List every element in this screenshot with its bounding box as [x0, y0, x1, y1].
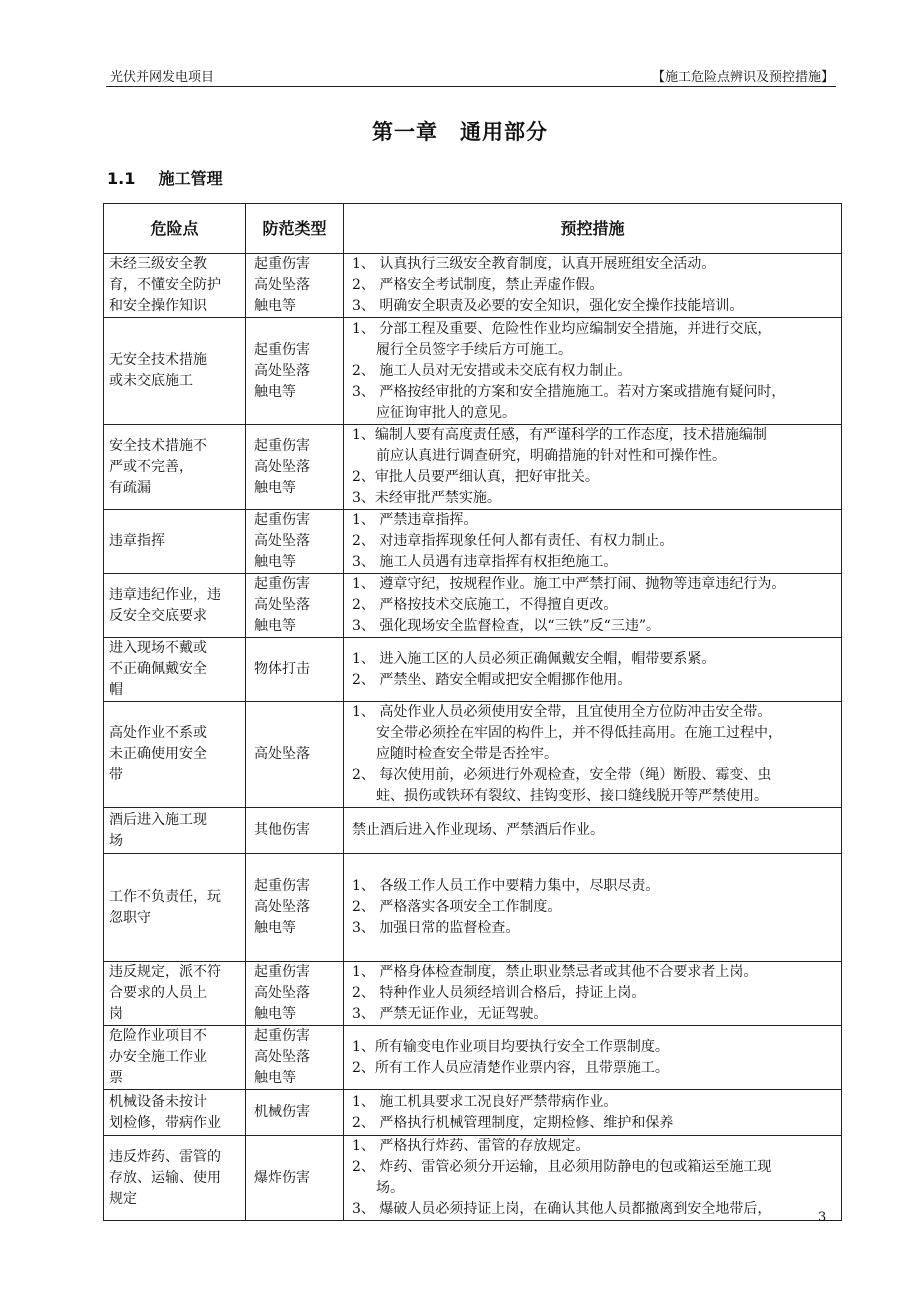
section-number: 1.1 — [107, 169, 136, 188]
hazard-line: 规定 — [109, 1190, 137, 1207]
measure-line: 安全带必须拴在牢固的构件上，并不得低挂高用。在施工过程中， — [376, 725, 782, 741]
type-line: 机械伤害 — [254, 1104, 310, 1120]
type-line: 起重伤害 — [254, 878, 310, 894]
measure-line: 1、 施工机具要求工况良好严禁带病作业。 — [352, 1093, 618, 1110]
measure-line: 3、 明确安全职责及必要的安全知识，强化安全操作技能培训。 — [352, 298, 744, 314]
hazard-line: 忽职守 — [109, 909, 151, 926]
type-line: 物体打击 — [254, 661, 310, 677]
table-row — [104, 962, 842, 1026]
measure-line: 2、 严格安全考试制度，禁止弄虚作假。 — [352, 277, 604, 293]
hazard-line: 工作不负责任，玩 — [109, 888, 221, 905]
measure-cell — [344, 1090, 842, 1136]
measure-line: 2、 严禁坐、踏安全帽或把安全帽挪作他用。 — [352, 671, 632, 688]
type-line: 触电等 — [254, 618, 296, 634]
type-cell — [246, 318, 344, 425]
type-line: 起重伤害 — [254, 341, 310, 358]
type-line: 触电等 — [254, 298, 296, 314]
type-line: 高处坠落 — [254, 1049, 310, 1065]
type-line: 高处坠落 — [254, 362, 310, 379]
hazard-cell — [104, 1090, 246, 1136]
hazard-cell — [104, 574, 246, 638]
measure-line: 场。 — [376, 1180, 404, 1196]
measure-cell — [344, 1026, 842, 1090]
hazard-cell — [104, 254, 246, 318]
table-row — [104, 854, 842, 962]
hazard-cell — [104, 962, 246, 1026]
hazard-line: 帽 — [109, 682, 123, 698]
measure-line: 1、 各级工作人员工作中要精力集中，尽职尽责。 — [352, 878, 660, 894]
type-cell — [246, 962, 344, 1026]
type-line: 起重伤害 — [254, 437, 310, 454]
type-cell — [246, 808, 344, 854]
hazard-line: 进入现场不戴或 — [109, 640, 207, 656]
hazard-line: 办安全施工作业 — [109, 1049, 207, 1065]
measure-line: 2、审批人员要严细认真，把好审批关。 — [352, 469, 599, 485]
measure-cell — [344, 854, 842, 962]
hazard-line: 有疏漏 — [109, 479, 151, 496]
type-line: 高处坠落 — [254, 533, 310, 549]
measure-line: 2、 每次使用前，必须进行外观检查，安全带（绳）断股、霉变、虫 — [352, 767, 772, 783]
measure-cell — [344, 510, 842, 574]
hazard-line: 存放、运输、使用 — [109, 1169, 221, 1186]
table-row — [104, 1026, 842, 1090]
page-header — [106, 64, 836, 87]
measure-line: 履行全员签字手续后方可施工。 — [376, 341, 572, 358]
hazard-line: 违章违纪作业，违 — [109, 586, 221, 603]
type-cell — [246, 1026, 344, 1090]
measure-line: 2、 对违章指挥现象任何人都有责任、有权力制止。 — [352, 533, 674, 549]
measure-line: 禁止酒后进入作业现场、严禁酒后作业。 — [352, 822, 604, 838]
type-cell — [246, 510, 344, 574]
measure-line: 3、 爆破人员必须持证上岗，在确认其他人员都撤离到安全地带后， — [352, 1201, 772, 1217]
type-cell — [246, 638, 344, 702]
hazard-line: 严或不完善， — [109, 458, 193, 475]
measure-line: 1、 分部工程及重要、危险性作业均应编制安全措施，并进行交底， — [352, 320, 772, 337]
type-line: 触电等 — [254, 554, 296, 570]
hazard-line: 划检修，带病作业 — [109, 1114, 221, 1131]
hazard-line: 违反规定，派不符 — [109, 964, 221, 980]
hazard-line: 岗 — [109, 1006, 123, 1022]
measure-line: 2、 严格落实各项安全工作制度。 — [352, 899, 562, 915]
table-row — [104, 425, 842, 510]
type-line: 高处坠落 — [254, 277, 310, 293]
measure-line: 2、 炸药、雷管必须分开运输，且必须用防静电的包或箱运至施工现 — [352, 1159, 772, 1175]
hazard-line: 票 — [109, 1070, 123, 1086]
measure-line: 1、编制人要有高度责任感，有严谨科学的工作态度，技术措施编制 — [352, 427, 767, 443]
measure-line: 1、所有输变电作业项目均要执行安全工作票制度。 — [352, 1038, 669, 1055]
measure-line: 3、 严格按经审批的方案和安全措施施工。若对方案或措施有疑问时， — [352, 383, 786, 400]
measure-line: 3、 严禁无证作业，无证驾驶。 — [352, 1006, 548, 1022]
hazard-line: 无安全技术措施 — [109, 352, 207, 368]
type-line: 高处坠落 — [254, 458, 310, 475]
hazard-line: 未经三级安全教 — [109, 256, 207, 272]
measure-line: 应征询审批人的意见。 — [376, 404, 516, 421]
measure-line: 1、 认真执行三级安全教育制度，认真开展班组安全活动。 — [352, 256, 716, 272]
measure-cell — [344, 702, 842, 808]
measure-cell — [344, 318, 842, 425]
hazard-cell — [104, 510, 246, 574]
type-cell — [246, 425, 344, 510]
table-row — [104, 574, 842, 638]
header-document-title: 【施工危险点辨识及预控措施】 — [651, 70, 834, 85]
hazard-line: 违反炸药、雷管的 — [109, 1148, 221, 1165]
page-number: 3 — [818, 1210, 827, 1225]
hazard-cell — [104, 854, 246, 962]
chapter-title: 第一章 通用部分 — [372, 120, 548, 144]
measure-line: 应随时检查安全带是否拴牢。 — [376, 746, 558, 762]
hazard-table — [103, 203, 842, 1221]
measure-cell — [344, 638, 842, 702]
measure-line: 前应认真进行调查研究，明确措施的针对性和可操作性。 — [376, 448, 726, 464]
type-line: 起重伤害 — [254, 964, 310, 980]
table-row — [104, 702, 842, 808]
type-line: 高处坠落 — [254, 985, 310, 1001]
measure-cell — [344, 425, 842, 510]
hazard-line: 和安全操作知识 — [109, 298, 207, 314]
type-line: 高处坠落 — [254, 597, 310, 613]
hazard-cell — [104, 1026, 246, 1090]
type-cell — [246, 254, 344, 318]
type-line: 触电等 — [254, 479, 296, 496]
measure-line: 蛀、损伤或铁环有裂纹、挂钩变形、接口缝线脱开等严禁使用。 — [376, 788, 768, 804]
table-row — [104, 808, 842, 854]
measure-line: 1、 进入施工区的人员必须正确佩戴安全帽，帽带要系紧。 — [352, 650, 716, 667]
table-row — [104, 254, 842, 318]
hazard-line: 高处作业不系或 — [109, 725, 207, 741]
measure-line: 2、 严格按技术交底施工，不得擅自更改。 — [352, 597, 618, 613]
hazard-cell — [104, 702, 246, 808]
measure-line: 3、 加强日常的监督检查。 — [352, 920, 520, 936]
section-title: 施工管理 — [158, 169, 223, 188]
measure-cell — [344, 1136, 842, 1221]
hazard-line: 安全技术措施不 — [109, 437, 207, 454]
measure-line: 2、 特种作业人员须经培训合格后，持证上岗。 — [352, 985, 646, 1001]
measure-cell — [344, 254, 842, 318]
table-row — [104, 638, 842, 702]
hazard-line: 酒后进入施工现 — [109, 811, 207, 828]
measure-line: 3、未经审批严禁实施。 — [352, 490, 501, 506]
measure-cell — [344, 574, 842, 638]
hazard-line: 反安全交底要求 — [109, 607, 207, 624]
measure-line: 1、 严禁违章指挥。 — [352, 512, 478, 528]
type-line: 起重伤害 — [254, 256, 310, 272]
type-line: 高处坠落 — [254, 746, 310, 762]
hazard-line: 场 — [109, 832, 123, 849]
table-row — [104, 1136, 842, 1221]
table-row — [104, 510, 842, 574]
type-line: 起重伤害 — [254, 1028, 310, 1044]
measure-line: 1、 高处作业人员必须使用安全带，且宜使用全方位防冲击安全带。 — [352, 704, 772, 720]
header-measures: 预控措施 — [344, 204, 842, 254]
table-header-row — [104, 204, 842, 254]
hazard-line: 育，不懂安全防护 — [109, 277, 221, 293]
measure-cell — [344, 808, 842, 854]
measure-line: 3、 施工人员遇有违章指挥有权拒绝施工。 — [352, 554, 618, 570]
type-line: 爆炸伤害 — [254, 1169, 310, 1186]
type-cell — [246, 574, 344, 638]
header-type: 防范类型 — [246, 204, 344, 254]
measure-line: 1、 严格执行炸药、雷管的存放规定。 — [352, 1138, 590, 1154]
type-cell — [246, 854, 344, 962]
type-cell — [246, 702, 344, 808]
measure-line: 2、所有工作人员应清楚作业票内容，且带票施工。 — [352, 1059, 669, 1076]
table-row — [104, 1090, 842, 1136]
table-row — [104, 318, 842, 425]
type-line: 其他伤害 — [254, 822, 310, 838]
type-line: 起重伤害 — [254, 576, 310, 592]
header-hazard: 危险点 — [104, 204, 246, 254]
measure-line: 1、 遵章守纪，按规程作业。施工中严禁打闹、抛物等违章违纪行为。 — [352, 576, 786, 592]
hazard-cell — [104, 808, 246, 854]
header-project-title: 光伏并网发电项目 — [110, 70, 215, 85]
type-line: 高处坠落 — [254, 899, 310, 915]
hazard-line: 未正确使用安全 — [109, 746, 207, 762]
hazard-line: 违章指挥 — [109, 533, 165, 549]
section-heading — [107, 166, 223, 189]
measure-line: 2、 严格执行机械管理制度，定期检修、维护和保养 — [352, 1114, 674, 1131]
hazard-cell — [104, 1136, 246, 1221]
table-body — [104, 254, 842, 1221]
hazard-line: 带 — [109, 767, 123, 783]
measure-cell — [344, 962, 842, 1026]
measure-line: 2、 施工人员对无安措或未交底有权力制止。 — [352, 362, 632, 379]
type-line: 触电等 — [254, 383, 296, 400]
hazard-line: 机械设备未按计 — [109, 1093, 207, 1110]
hazard-cell — [104, 425, 246, 510]
hazard-cell — [104, 318, 246, 425]
measure-line: 3、 强化现场安全监督检查，以“三铁”反“三违”。 — [352, 618, 660, 634]
type-line: 起重伤害 — [254, 512, 310, 528]
type-line: 触电等 — [254, 920, 296, 936]
type-cell — [246, 1090, 344, 1136]
hazard-line: 合要求的人员上 — [109, 985, 207, 1001]
hazard-line: 不正确佩戴安全 — [109, 661, 207, 677]
type-cell — [246, 1136, 344, 1221]
hazard-line: 或未交底施工 — [109, 373, 193, 389]
type-line: 触电等 — [254, 1006, 296, 1022]
measure-line: 1、 严格身体检查制度，禁止职业禁忌者或其他不合要求者上岗。 — [352, 964, 758, 980]
hazard-cell — [104, 638, 246, 702]
type-line: 触电等 — [254, 1070, 296, 1086]
hazard-line: 危险作业项目不 — [109, 1028, 207, 1044]
